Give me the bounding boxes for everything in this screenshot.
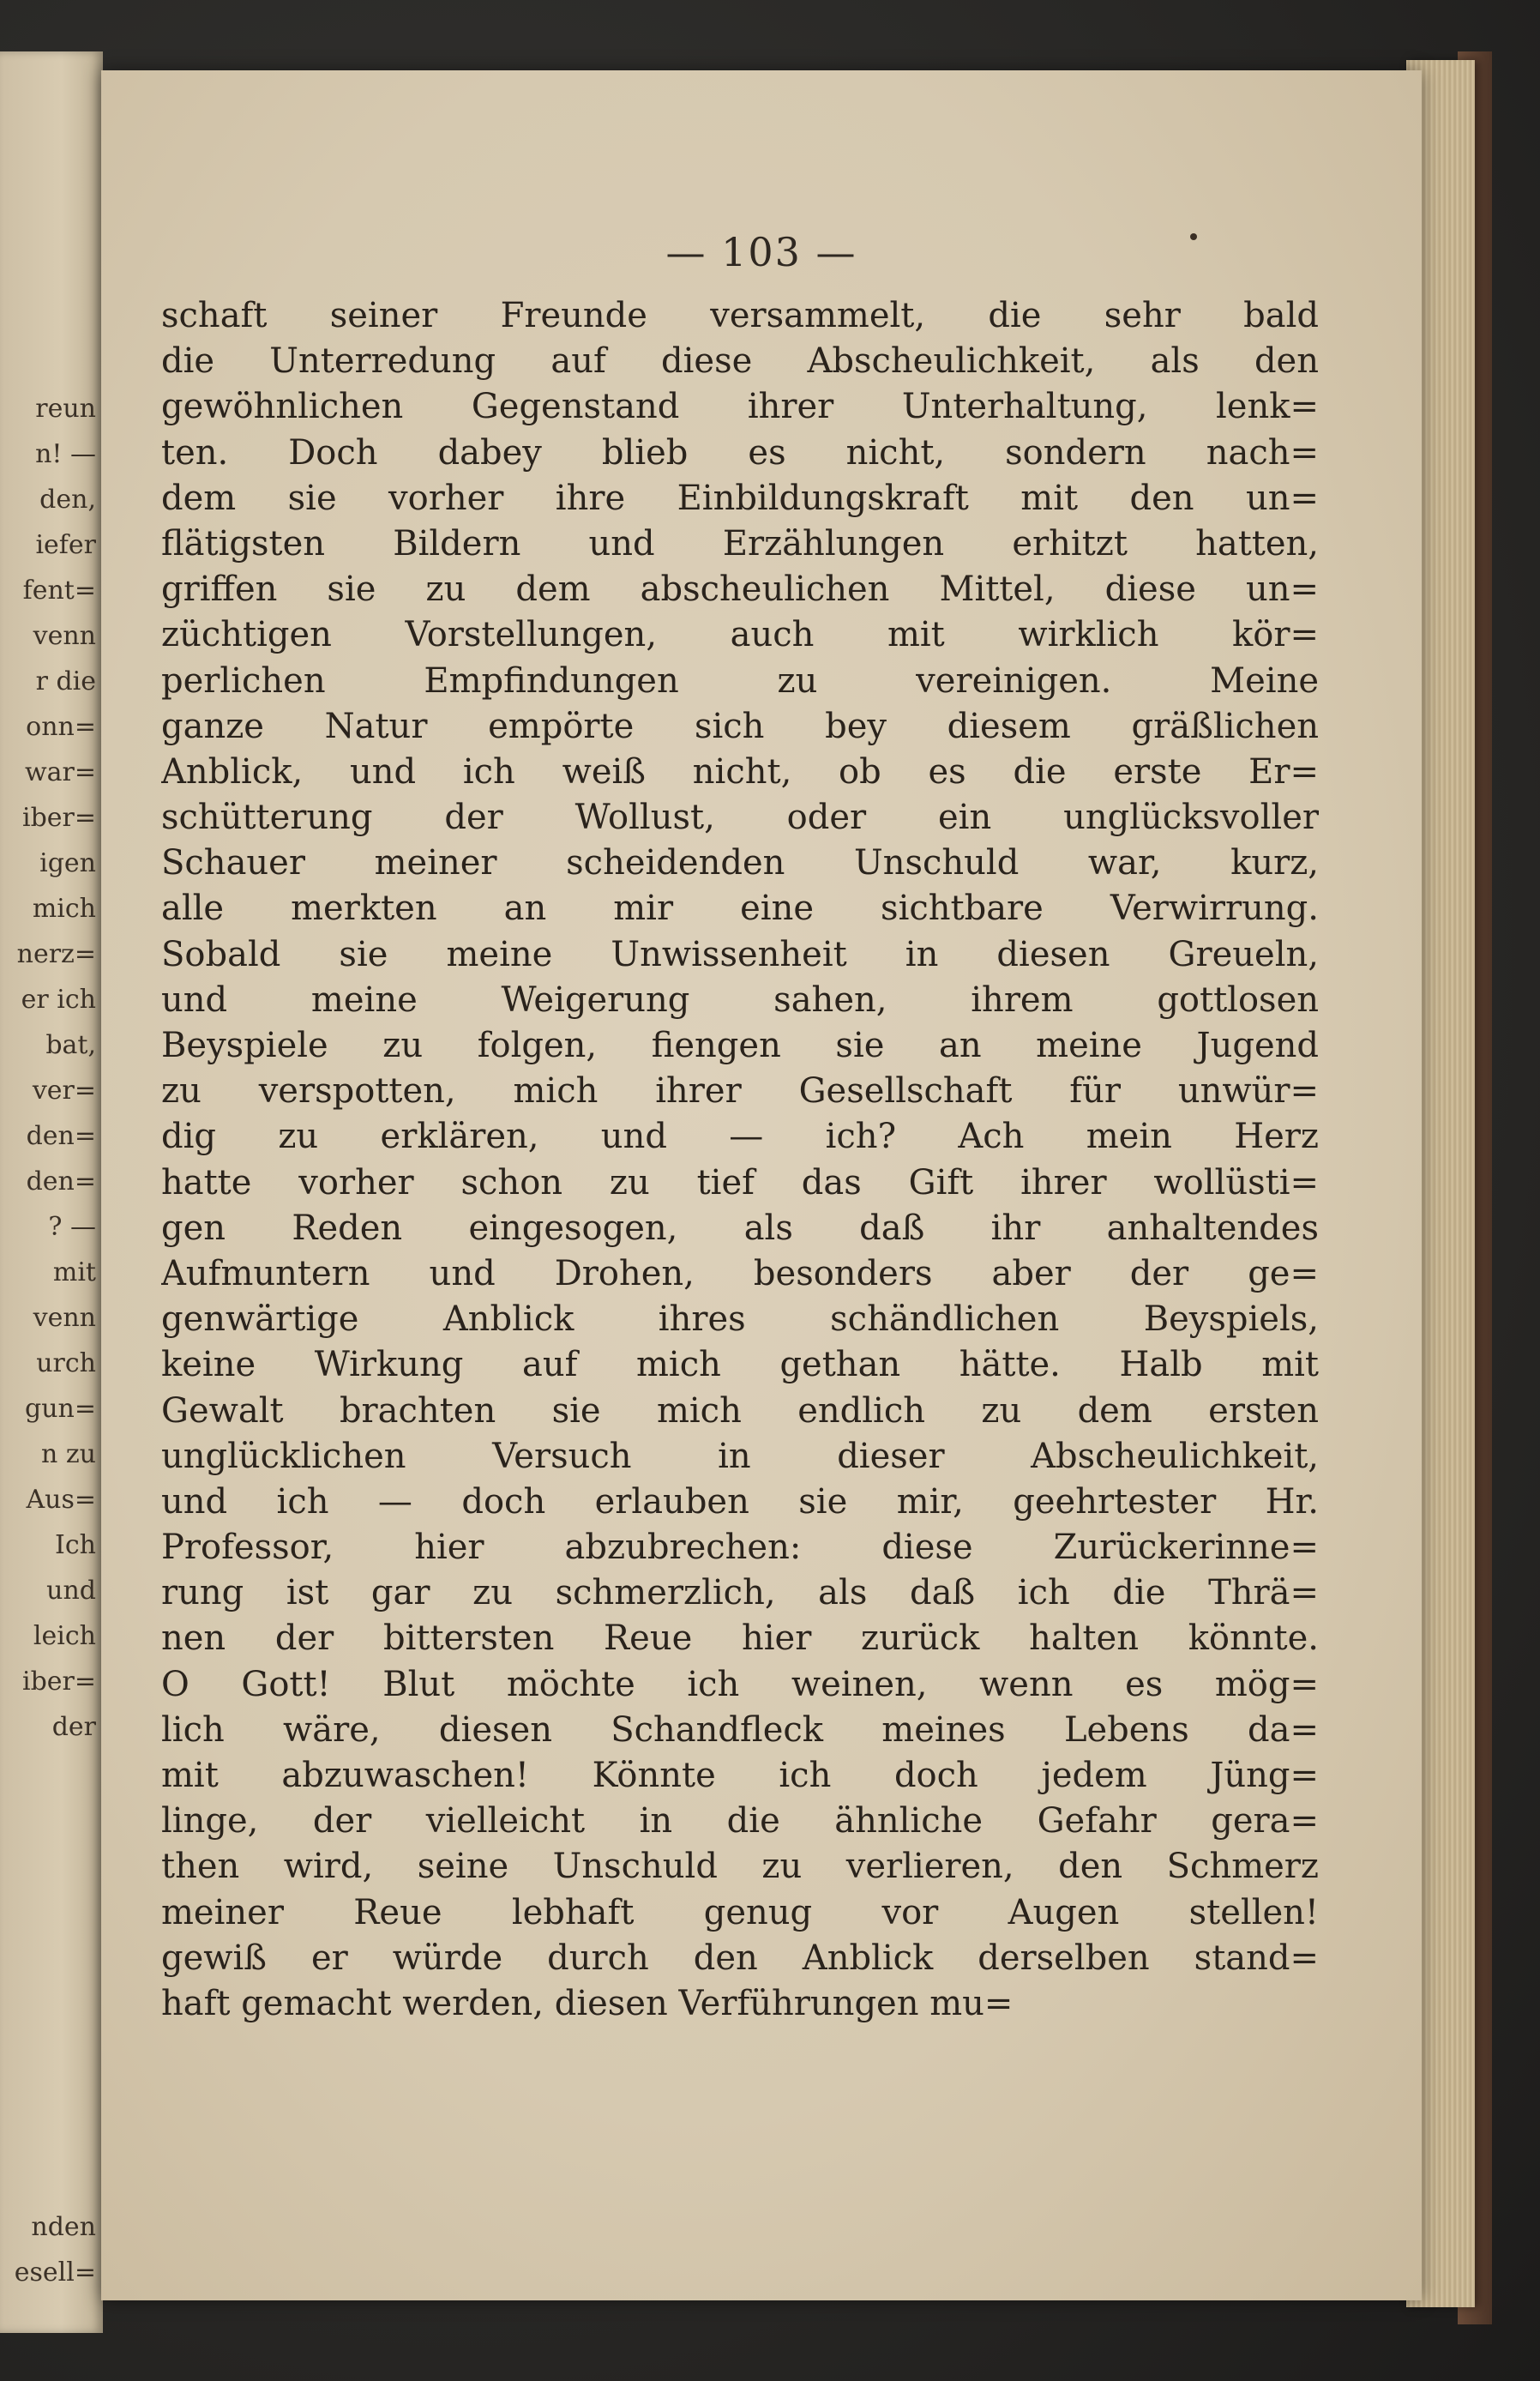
text-line: schaft seiner Freunde versammelt, die sehr bald	[161, 296, 1319, 335]
previous-page-fragment: iefer	[35, 530, 96, 560]
previous-page-fragment: war=	[24, 757, 96, 787]
previous-page-fragment: onn=	[26, 712, 96, 742]
text-line: meiner Reue lebhaft genug vor Augen stellen!	[161, 1892, 1319, 1932]
text-line: Schauer meiner scheidenden Unschuld war, kurz,	[161, 843, 1319, 883]
text-line: lich wäre, diesen Schandfleck meines Lebens da=	[161, 1709, 1319, 1750]
fragment-gap	[0, 1750, 103, 2204]
text-line: Aufmuntern und Drohen, besonders aber der ge=	[161, 1253, 1319, 1293]
previous-page-fragment: reun	[35, 394, 96, 424]
text-line: und meine Weigerung sahen, ihrem gottlosen	[161, 980, 1319, 1020]
previous-page-fragment: n zu	[41, 1439, 96, 1469]
text-line: nen der bittersten Reue hier zurück halten könnte.	[161, 1618, 1319, 1659]
previous-page-fragment: fent=	[22, 576, 96, 606]
text-line: haft gemacht werden, diesen Verführungen mu=	[161, 1983, 1014, 2023]
text-line: züchtigen Vorstellungen, auch mit wirklich kör=	[161, 615, 1319, 655]
text-line: then wird, seine Unschuld zu verlieren, den Schmerz	[161, 1847, 1319, 1887]
previous-page-fragment: leich	[33, 1621, 96, 1651]
text-line: gewöhnlichen Gegenstand ihrer Unterhaltung, lenk=	[161, 387, 1319, 427]
text-line: Gewalt brachten sie mich endlich zu dem ersten	[161, 1390, 1319, 1431]
text-line: keine Wirkung auf mich gethan hätte. Halb mit	[161, 1345, 1319, 1385]
text-line: hatte vorher schon zu tief das Gift ihrer wollüsti=	[161, 1162, 1319, 1203]
previous-page-fragment: den=	[26, 1166, 96, 1197]
previous-page-fragment: und	[46, 1576, 96, 1606]
text-line: mit abzuwaschen! Könnte ich doch jedem Jüng=	[161, 1756, 1319, 1795]
previous-page-fragment: igen	[39, 848, 96, 878]
previous-page-fragment: iber=	[21, 803, 96, 833]
previous-page-fragment: iber=	[21, 1667, 96, 1697]
text-line: rung ist gar zu schmerzlich, als daß ich die Thrä=	[161, 1573, 1319, 1613]
page-number: — 103 —	[665, 229, 857, 275]
previous-page-fragment: den,	[39, 485, 96, 515]
previous-page-fragment: nden	[31, 2212, 96, 2242]
previous-page-fragment: ver=	[32, 1076, 96, 1106]
text-line: und ich — doch erlauben sie mir, geehrtester Hr.	[161, 1481, 1319, 1522]
previous-page-fragment: er ich	[21, 985, 96, 1015]
previous-page-fragment: ? —	[48, 1212, 96, 1242]
previous-page-fragment: der	[51, 1712, 96, 1742]
previous-page-text-fragments	[0, 386, 103, 2295]
previous-page-fragment: r die	[35, 666, 96, 696]
text-line: gewiß er würde durch den Anblick derselben stand=	[161, 1938, 1319, 1978]
text-line: unglücklichen Versuch in dieser Abscheulichkeit,	[161, 1436, 1319, 1476]
previous-page-fragment: esell=	[14, 2257, 96, 2288]
text-line: zu verspotten, mich ihrer Gesellschaft für unwür=	[161, 1071, 1319, 1112]
text-line: die Unterredung auf diese Abscheulichkeit, als den	[161, 341, 1319, 382]
previous-page-fragment: venn	[33, 621, 96, 651]
previous-page-fragment: den=	[26, 1121, 96, 1151]
page-text-block	[161, 293, 1319, 2027]
previous-page-fragment: Aus=	[26, 1485, 96, 1515]
text-line: flätigsten Bildern und Erzählungen erhitzt hatten,	[161, 523, 1319, 564]
text-line: Beyspiele zu folgen, fiengen sie an meine Jugend	[161, 1026, 1319, 1065]
previous-page-fragment: venn	[33, 1303, 96, 1333]
previous-page-fragment: nerz=	[16, 939, 96, 969]
text-line: griffen sie zu dem abscheulichen Mittel, diese un=	[161, 570, 1319, 610]
text-line: dem sie vorher ihre Einbildungskraft mit den un=	[161, 478, 1319, 518]
text-line: ten. Doch dabey blieb es nicht, sondern nach=	[161, 432, 1319, 473]
previous-page-fragment: urch	[36, 1348, 96, 1378]
text-line: O Gott! Blut möchte ich weinen, wenn es mög=	[161, 1664, 1319, 1704]
text-line: genwärtige Anblick ihres schändlichen Beyspiels,	[161, 1299, 1319, 1340]
previous-page-fragment: mit	[52, 1257, 96, 1287]
previous-page-fragment: n! —	[35, 439, 96, 469]
text-line: linge, der vielleicht in die ähnliche Gefahr gera=	[161, 1801, 1319, 1842]
text-line: alle merkten an mir eine sichtbare Verwirrung.	[161, 889, 1319, 929]
text-line: Anblick, und ich weiß nicht, ob es die erste Er=	[161, 751, 1319, 792]
text-line: ganze Natur empörte sich bey diesem gräßlichen	[161, 706, 1319, 746]
previous-page-fragment: Ich	[55, 1530, 96, 1560]
book-page	[101, 70, 1422, 2300]
text-line: Professor, hier abzubrechen: diese Zurückerinne=	[161, 1528, 1319, 1568]
previous-page-fragment: gun=	[25, 1394, 96, 1424]
text-line: perlichen Empfindungen zu vereinigen. Meine	[161, 660, 1319, 701]
previous-page-fragment: bat,	[45, 1030, 96, 1060]
previous-page-fragment: mich	[32, 894, 96, 924]
text-line: dig zu erklären, und — ich? Ach mein Herz	[161, 1117, 1319, 1157]
text-line: schütterung der Wollust, oder ein unglücksvoller	[161, 798, 1319, 838]
previous-page-edge	[0, 51, 103, 2333]
text-line: Sobald sie meine Unwissenheit in diesen Greueln,	[161, 934, 1319, 974]
text-line: gen Reden eingesogen, als daß ihr anhaltendes	[161, 1208, 1319, 1248]
